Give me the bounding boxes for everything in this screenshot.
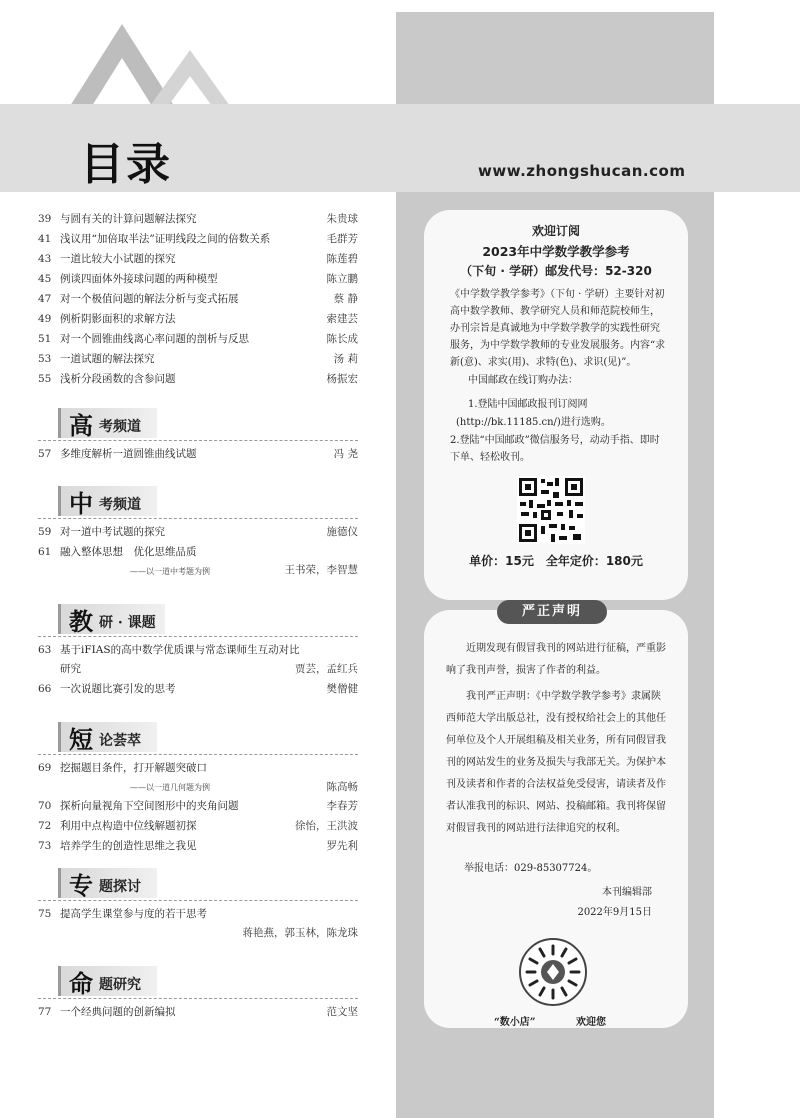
order-method-title: 中国邮政在线订购办法： <box>468 375 578 386</box>
mini-program-code-icon[interactable] <box>519 938 587 1006</box>
section-header-gaokao <box>58 408 157 438</box>
order-step-2: 2.登陆“中国邮政”微信服务号，动动手指、即时下单、轻松收刊。 <box>450 435 660 463</box>
toc-author: 樊僧健 <box>326 683 358 695</box>
editorial-department: 本刊编辑部 <box>602 887 652 898</box>
toc-title: 融入整体思想 优化思维品质 <box>60 546 197 558</box>
toc-page: 39 <box>38 213 52 225</box>
toc-author: 索建芸 <box>326 313 358 325</box>
section-label: 考频道 <box>99 497 141 513</box>
section-header-mingti <box>58 966 157 996</box>
toc-subtitle: ——以一道几何题为例 <box>130 783 210 792</box>
toc-title: 培养学生的创造性思维之我见 <box>60 840 197 852</box>
toc-row[interactable] <box>38 759 358 777</box>
toc-title: 提高学生课堂参与度的若干思考 <box>60 908 207 920</box>
section-header-jiaoyan <box>58 604 165 634</box>
toc-row[interactable] <box>38 370 358 388</box>
toc-author: 王书荣，李智慧 <box>284 564 358 576</box>
toc-author: 蒋艳燕，郭玉林，陈龙珠 <box>242 927 358 939</box>
toc-title: 对一个极值问题的解法分析与变式拓展 <box>60 293 239 305</box>
toc-row[interactable] <box>38 445 358 463</box>
journal-name: 2023年中学数学教学参考 <box>482 244 630 259</box>
order-url[interactable]: (http://bk.11185.cn/)进行选购。 <box>456 417 611 428</box>
notice-paragraph-2: 我刊严正声明：《中学数学教学参考》隶属陕西师范大学出版总社，没有授权给社会上的其他任何单位及个人开展组稿及相关业务，所有同假冒我刊的网站发生的业务及损失与我部无关。为保护本刊及读者和作者的合法权益免受侵害，请读者及作者认准我刊的标识、网站、投稿邮箱。我刊将保留对假冒我刊的网站进行法律追究的权利。 <box>446 691 666 834</box>
toc-page: 43 <box>38 253 52 265</box>
toc-title-continued: 研究 <box>60 663 81 675</box>
toc-row[interactable] <box>38 250 358 268</box>
toc-page: 61 <box>38 546 52 558</box>
toc-page: 70 <box>38 800 52 812</box>
subscribe-heading: 欢迎订阅 <box>531 224 580 238</box>
report-phone: 举报电话：029-85307724。 <box>464 863 598 874</box>
toc-page: 66 <box>38 683 52 695</box>
welcome-text: 欢迎您 <box>576 1017 606 1028</box>
journal-description: 《中学数学教学参考》（下旬 · 学研）主要针对初高中数学教师、教学研究人员和师范院校师生，办刊宗旨是真诚地为中学数学教学的实践性研究服务，为中学数学教师的专业发展服务。内容“求新(意)、求实(用)、求特(色)、求识(见)”。 <box>450 289 666 368</box>
toc-page: 57 <box>38 448 52 460</box>
toc-row[interactable] <box>38 270 358 288</box>
price: 单价：15元 全年定价：180元 <box>469 554 643 568</box>
toc-title: 一道比较大小试题的探究 <box>60 253 176 265</box>
toc-title: 浅析分段函数的含参问题 <box>60 373 176 385</box>
toc-title: 一次说题比赛引发的思考 <box>60 683 176 695</box>
toc-row[interactable] <box>38 797 358 815</box>
toc-row[interactable] <box>38 905 358 923</box>
toc-subtitle: ——以一道中考题为例 <box>130 567 210 576</box>
section-initial: 命 <box>69 969 93 998</box>
divider <box>38 636 358 637</box>
toc-author: 陈长成 <box>326 333 358 345</box>
toc-author: 毛群芳 <box>326 233 358 245</box>
notice-badge: 严正声明 <box>497 600 607 624</box>
toc-row[interactable] <box>38 210 358 228</box>
toc-title: 一道试题的解法探究 <box>60 353 155 365</box>
section-label: 题探讨 <box>99 879 141 895</box>
section-label: 考频道 <box>99 419 141 435</box>
notice-date: 2022年9月15日 <box>577 907 652 918</box>
notice-paragraph-1: 近期发现有假冒我刊的网站进行征稿，严重影响了我刊声誉，损害了作者的利益。 <box>446 643 666 676</box>
toc-title: 探析向量视角下空间图形中的夹角问题 <box>60 800 239 812</box>
toc-author: 朱贵球 <box>326 213 358 225</box>
toc-row[interactable] <box>38 523 358 541</box>
section-label: 论荟萃 <box>99 733 141 749</box>
toc-row[interactable] <box>38 680 358 698</box>
toc-title: 与圆有关的计算问题解法探究 <box>60 213 197 225</box>
toc-title: 基于iFIAS的高中数学优质课与常态课师生互动对比 <box>60 644 300 656</box>
postal-code: （下旬 · 学研）邮发代号：52-320 <box>460 264 652 278</box>
toc-author: 蔡 静 <box>333 293 358 305</box>
toc-page: 72 <box>38 820 52 832</box>
toc-title: 浅议用“加倍取半法”证明线段之间的倍数关系 <box>60 233 271 245</box>
toc-title: 多维度解析一道圆锥曲线试题 <box>60 448 197 460</box>
website-url[interactable]: www.zhongshucan.com <box>478 162 686 180</box>
toc-page: 73 <box>38 840 52 852</box>
section-label: 题研究 <box>99 977 141 993</box>
order-step-1: 1.登陆中国邮政报刊订阅网 <box>468 399 588 410</box>
toc-title: 挖掘题目条件，打开解题突破口 <box>60 762 207 774</box>
section-label: 研 · 课题 <box>99 615 156 631</box>
toc-page: 75 <box>38 908 52 920</box>
toc-row[interactable] <box>38 817 358 835</box>
toc-author: 陈立鹏 <box>326 273 358 285</box>
toc-row[interactable] <box>38 837 358 855</box>
divider <box>38 440 358 441</box>
toc-row[interactable] <box>38 1003 358 1021</box>
toc-page: 45 <box>38 273 52 285</box>
toc-page: 47 <box>38 293 52 305</box>
section-initial: 专 <box>69 871 93 900</box>
toc-row[interactable] <box>38 660 358 678</box>
divider <box>38 754 358 755</box>
toc-title: 例析阴影面积的求解方法 <box>60 313 176 325</box>
toc-title: 例谈四面体外接球问题的两种模型 <box>60 273 218 285</box>
toc-author: 李春芳 <box>326 800 358 812</box>
toc-author: 陈高畅 <box>326 781 358 793</box>
toc-row[interactable] <box>38 350 358 368</box>
toc-author: 贾芸，孟红兵 <box>295 663 358 675</box>
toc-page: 51 <box>38 333 52 345</box>
toc-page: 55 <box>38 373 52 385</box>
toc-row[interactable] <box>38 310 358 328</box>
page-title: 目录 <box>80 139 172 190</box>
toc-row[interactable] <box>38 543 358 561</box>
toc-page: 63 <box>38 644 52 656</box>
header-triangle-decoration <box>40 20 250 106</box>
shop-name: “数小店” <box>494 1017 536 1028</box>
toc-title: 对一道中考试题的探究 <box>60 526 165 538</box>
toc-page: 77 <box>38 1006 52 1018</box>
section-initial: 高 <box>69 411 93 440</box>
toc-page: 41 <box>38 233 52 245</box>
toc-row[interactable] <box>38 641 358 659</box>
section-initial: 教 <box>69 607 93 636</box>
toc-author: 汤 莉 <box>333 353 358 365</box>
toc-title: 对一个圆锥曲线离心率问题的剖析与反思 <box>60 333 249 345</box>
divider <box>38 900 358 901</box>
divider <box>38 998 358 999</box>
toc-title: 利用中点构造中位线解题初探 <box>60 820 197 832</box>
toc-page: 59 <box>38 526 52 538</box>
toc-author: 范文坚 <box>326 1006 358 1018</box>
toc-row[interactable] <box>38 230 358 248</box>
toc-row[interactable] <box>38 330 358 348</box>
divider <box>38 518 358 519</box>
toc-page: 49 <box>38 313 52 325</box>
toc-page: 69 <box>38 762 52 774</box>
toc-author: 冯 尧 <box>333 448 358 460</box>
section-header-zhongkao <box>58 486 157 516</box>
toc-title: 一个经典问题的创新编拟 <box>60 1006 176 1018</box>
toc-author: 杨振宏 <box>326 373 358 385</box>
section-initial: 中 <box>69 489 93 518</box>
section-header-duanlun <box>58 722 157 752</box>
toc-row[interactable] <box>38 290 358 308</box>
toc-author: 徐怡，王洪波 <box>295 820 358 832</box>
toc-author: 陈莲碧 <box>326 253 358 265</box>
toc-page: 53 <box>38 353 52 365</box>
qr-code-icon[interactable] <box>517 476 585 544</box>
toc-author: 罗先利 <box>326 840 358 852</box>
section-initial: 短 <box>69 725 93 754</box>
toc-author: 施德仪 <box>326 526 358 538</box>
section-header-zhuanti <box>58 868 157 898</box>
